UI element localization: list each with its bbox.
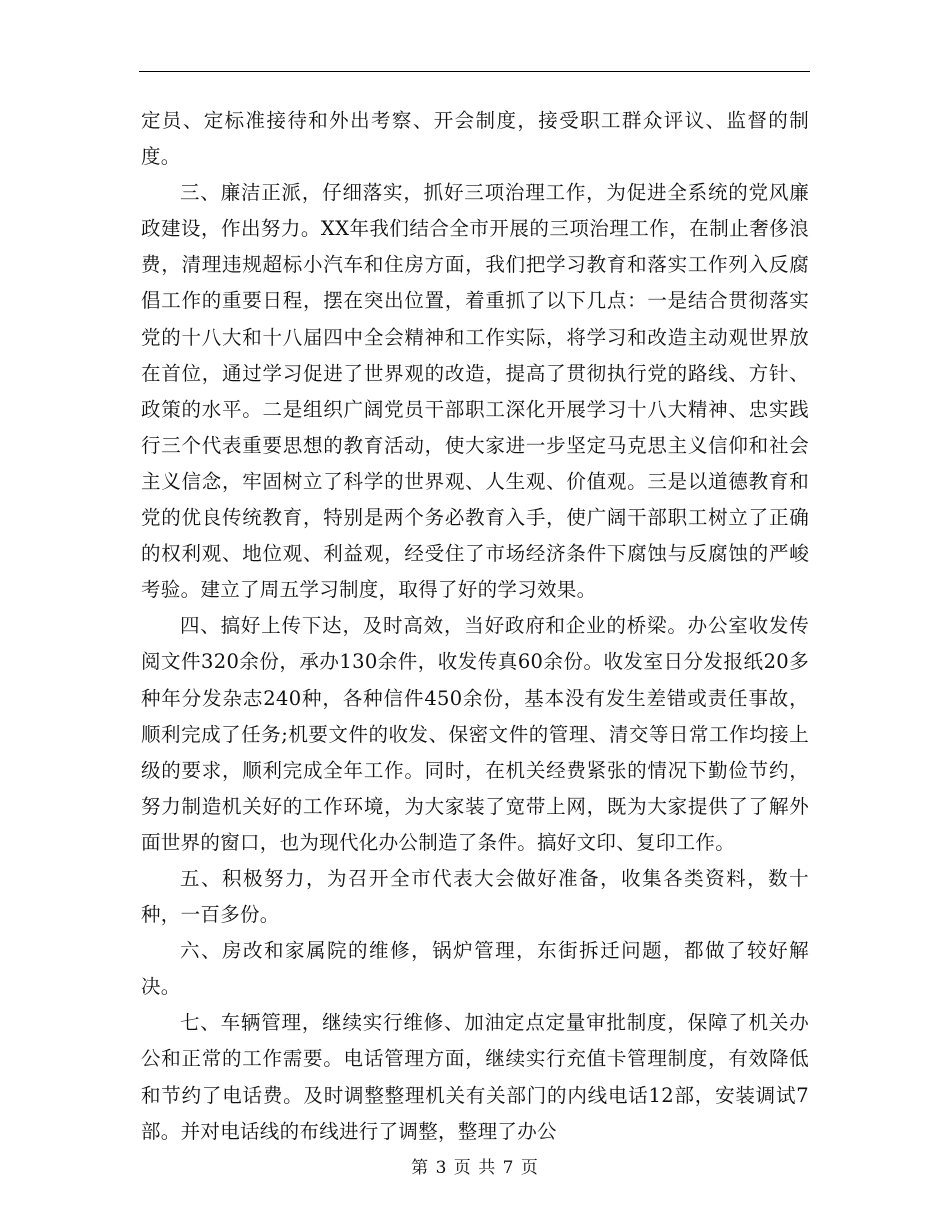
paragraph-section-6: 六、房改和家属院的维修，锅炉管理，东街拆迁问题，都做了较好解决。: [141, 939, 809, 999]
header-rule: [139, 71, 810, 72]
paragraph-section-7: 七、车辆管理，继续实行维修、加油定点定量审批制度，保障了机关办公和正常的工作需要。电话管理方面，继续实行充值卡管理制度，有效降低和节约了电话费。及时调整整理机关有关部门的内线电话12部，安装调试7部。并对电话线的布线进行了调整，整理了办公: [141, 1011, 809, 1143]
paragraph-continuation: 定员、定标准接待和外出考察、开会制度，接受职工群众评议、监督的制度。: [141, 109, 809, 169]
paragraph-section-5: 五、积极努力，为召开全市代表大会做好准备，收集各类资料，数十种，一百多份。: [141, 866, 809, 927]
paragraph-section-3: 三、廉洁正派，仔细落实，抓好三项治理工作，为促进全系统的党风廉政建设，作出努力。XX年我们结合全市开展的三项治理工作，在制止奢侈浪费，清理违规超标小汽车和住房方面，我们把学习教育和落实工作列入反腐倡工作的重要日程，摆在突出位置，着重抓了以下几点：一是结合贯彻落实党的十八大和十八届四中全会精神和工作实际，将学习和改造主动观世界放在首位，通过学习促进了世界观的改造，提高了贯彻执行党的路线、方针、政策的水平。二是组织广阔党员干部职工深化开展学习十八大精神、忠实践行三个代表重要思想的教育活动，使大家进一步坚定马克思主义信仰和社会主义信念，牢固树立了科学的世界观、人生观、价值观。三是以道德教育和党的优良传统教育，特别是两个务必教育入手，使广阔干部职工树立了正确的权利观、地位观、利益观，经受住了市场经济条件下腐蚀与反腐蚀的严峻考验。建立了周五学习制度，取得了好的学习效果。: [141, 181, 809, 602]
document-body: [141, 103, 809, 1150]
page-number-footer: 第 3 页 共 7 页: [411, 1158, 539, 1178]
paragraph-section-4: 四、搞好上传下达，及时高效，当好政府和企业的桥梁。办公室收发传阅文件320余份，承办130余件，收发传真60余份。收发室日分发报纸20多种年分发杂志240种，各种信件450余份，基本没有发生差错或责任事故，顺利完成了任务;机要文件的收发、保密文件的管理、清交等日常工作均接上级的要求，顺利完成全年工作。同时，在机关经费紧张的情况下勤俭节约，努力制造机关好的工作环境，为大家装了宽带上网，既为大家提供了了解外面世界的窗口，也为现代化办公制造了条件。搞好文印、复印工作。: [141, 614, 809, 854]
